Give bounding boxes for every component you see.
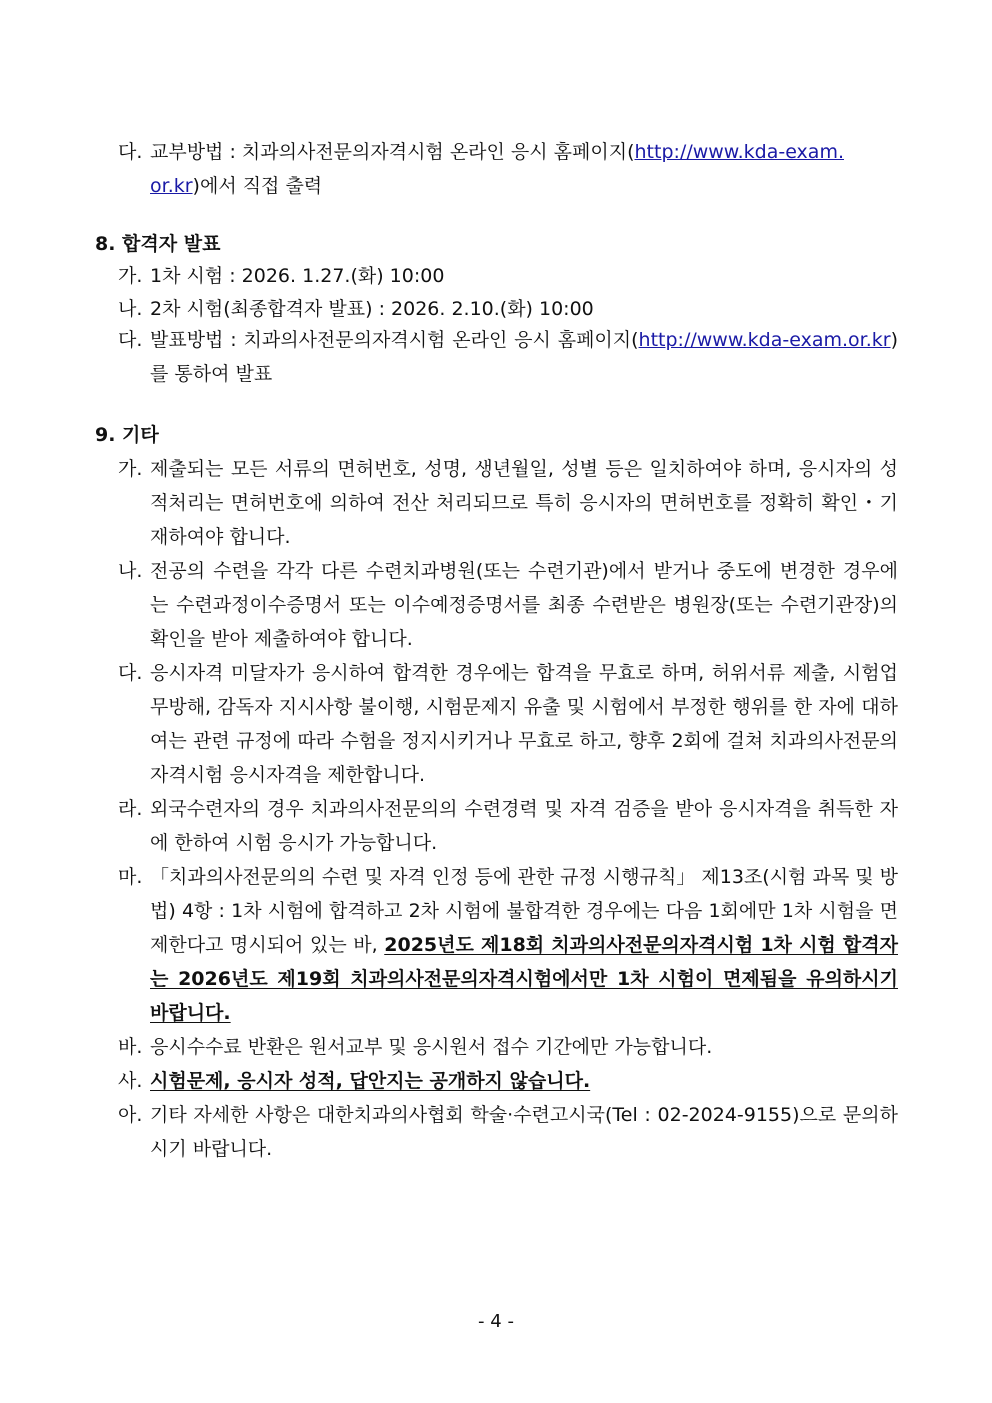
item-text: 제출되는 모든 서류의 면허번호, 성명, 생년월일, 성별 등은 일치하여야 하며, 응시자의 성적처리는 면허번호에 의하여 전산 처리되므로 특히 응시자의 면허번호를 정확히 확인・기재하여야 합니다. — [150, 458, 898, 548]
item-text: 2차 시험(최종합격자 발표) : 2026. 2.10.(화) 10:00 — [150, 298, 594, 320]
s9-item-ra — [118, 792, 898, 860]
item-text — [150, 323, 898, 391]
exam-homepage-link[interactable]: http://www.kda-exam. — [634, 141, 844, 163]
s8-item-ga — [118, 259, 898, 293]
text-segment: 발표방법 : 치과의사전문의자격시험 온라인 응시 홈페이지( — [150, 329, 639, 351]
non-disclosure-notice: 시험문제, 응시자 성적, 답안지는 공개하지 않습니다. — [150, 1070, 591, 1092]
text-segment: )를 통하여 발표 — [150, 329, 898, 385]
exemption-notice: 2025년도 제18회 치과의사전문의자격시험 1차 시험 합격자는 2026년도 제19회 치과의사전문의자격시험에서만 1차 시험이 면제됨을 유의하시기 바랍니다. — [150, 934, 898, 1024]
item-text: 응시수수료 반환은 원서교부 및 응시원서 접수 기간에만 가능합니다. — [150, 1036, 713, 1058]
item-text — [150, 135, 898, 203]
item-text — [150, 860, 898, 1030]
exam-homepage-link-continued[interactable]: or.kr — [150, 175, 193, 197]
item-text: 외국수련자의 경우 치과의사전문의의 수련경력 및 자격 검증을 받아 응시자격을 취득한 자에 한하여 시험 응시가 가능합니다. — [150, 798, 898, 854]
item-marker: 아. — [118, 1104, 143, 1126]
item-text: 응시자격 미달자가 응시하여 합격한 경우에는 합격을 무효로 하며, 허위서류 제출, 시험업무방해, 감독자 지시사항 불이행, 시험문제지 유출 및 시험에서 부정한 행위를 한 자에 대하여는 관련 규정에 따라 수험을 정지시키거나 무효로 하고, 향후 2회에 걸쳐 치과의사전문의자격시험 응시자격을 제한합니다. — [150, 662, 898, 786]
s7-item-da — [118, 135, 898, 203]
page-number: - 4 - — [478, 1311, 514, 1332]
item-marker: 가. — [118, 458, 143, 480]
item-marker: 다. — [118, 141, 143, 163]
s9-item-sa — [118, 1064, 898, 1098]
s8-item-da — [118, 323, 898, 391]
item-marker: 가. — [118, 265, 143, 287]
s8-item-na — [118, 292, 898, 326]
section-heading-8: 8. 합격자 발표 — [95, 233, 221, 255]
item-text: 1차 시험 : 2026. 1.27.(화) 10:00 — [150, 265, 445, 287]
s9-item-ma — [118, 860, 898, 1030]
item-marker: 나. — [118, 298, 143, 320]
s9-item-na — [118, 554, 898, 656]
item-marker: 마. — [118, 866, 143, 888]
item-text — [150, 1064, 898, 1098]
item-marker: 나. — [118, 560, 143, 582]
item-marker: 사. — [118, 1070, 143, 1092]
item-marker: 다. — [118, 329, 143, 351]
item-marker: 바. — [118, 1036, 143, 1058]
item-text: 기타 자세한 사항은 대한치과의사협회 학술·수련고시국(Tel : 02-2024-9155)으로 문의하시기 바랍니다. — [150, 1104, 898, 1160]
item-text: 전공의 수련을 각각 다른 수련치과병원(또는 수련기관)에서 받거나 중도에 변경한 경우에는 수련과정이수증명서 또는 이수예정증명서를 최종 수련받은 병원장(또는 수련기관장)의 확인을 받아 제출하여야 합니다. — [150, 560, 898, 650]
s9-item-a — [118, 1098, 898, 1166]
s9-item-ga — [118, 452, 898, 554]
item-marker: 라. — [118, 798, 143, 820]
text-segment: 교부방법 : 치과의사전문의자격시험 온라인 응시 홈페이지( — [150, 141, 635, 163]
section-heading-9: 9. 기타 — [95, 424, 159, 446]
item-marker: 다. — [118, 662, 143, 684]
text-segment: 「치과의사전문의의 수련 및 자격 인정 등에 관한 규정 시행규칙」 제13조(시험 과목 및 방법) 4항 : 1차 시험에 합격하고 2차 시험에 불합격한 경우에는 다음 1회에만 1차 시험을 면제한다고 명시되어 있는 바, — [150, 866, 898, 956]
s9-item-da — [118, 656, 898, 792]
s9-item-ba — [118, 1030, 898, 1064]
text-segment: )에서 직접 출력 — [192, 175, 323, 197]
exam-homepage-link[interactable]: http://www.kda-exam.or.kr — [638, 329, 891, 351]
